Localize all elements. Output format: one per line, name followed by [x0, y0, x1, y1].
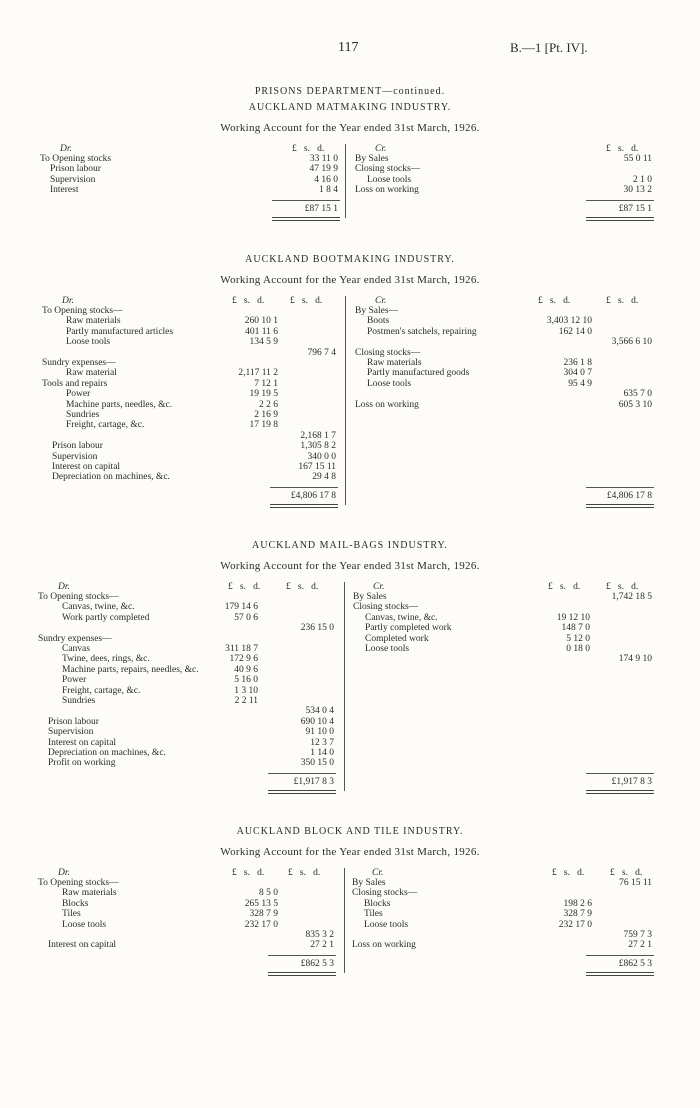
cr-item-label: By Sales [355, 154, 389, 164]
total-rule [586, 487, 654, 488]
cr-item-label: By Sales— [355, 306, 399, 316]
dr-item-amount: 2 16 9 [254, 410, 278, 420]
dr-item-amount: 265 13 5 [244, 898, 278, 909]
cr-item-label: Loss on working [355, 399, 419, 410]
unit-header: £ s. d. [232, 868, 265, 878]
dr-item-label: Loose tools [62, 919, 107, 930]
cr-item-label: Partly completed work [365, 623, 452, 634]
dr-item-label: Partly manufactured articles [66, 326, 174, 337]
dr-item-amount: 134 5 9 [249, 337, 278, 348]
dr-item-amount: 57 0 6 [234, 612, 258, 623]
cr-label: Cr. [375, 296, 387, 306]
dr-item-amount: 19 19 5 [249, 389, 278, 400]
document-reference: B.—1 [Pt. IV]. [510, 40, 588, 55]
cr-item-label: Loose tools [367, 378, 412, 389]
dr-item-amount: 17 19 8 [249, 420, 278, 431]
dr-item-total: 340 0 0 [307, 451, 336, 462]
dr-item-total: 534 0 4 [305, 706, 334, 717]
dr-item-label: To Opening stocks— [38, 878, 119, 888]
dr-item-amount: 172 9 6 [229, 654, 258, 665]
dr-item-label: Machine parts, needles, &c. [66, 399, 173, 410]
unit-header: £ s. d. [538, 296, 571, 306]
cr-label: Cr. [372, 868, 384, 878]
cr-item-label: Loose tools [364, 919, 409, 930]
bootmaking-title: AUCKLAND BOOTMAKING INDUSTRY. [245, 254, 455, 265]
dr-label: Dr. [60, 144, 72, 154]
dr-item-label: Tiles [62, 909, 81, 920]
dr-item-label: Freight, cartage, &c. [62, 685, 141, 696]
cr-item-total: 30 13 2 [623, 185, 652, 196]
dr-item-total: 835 3 2 [305, 930, 334, 940]
cr-item-label: Blocks [364, 898, 391, 909]
dr-item-label: Sundry expenses— [38, 633, 112, 644]
column-divider [344, 582, 345, 791]
dr-item-label: Sundry expenses— [42, 358, 116, 368]
unit-header: £ s. d. [228, 582, 261, 592]
dr-item-amount: 328 7 9 [249, 909, 278, 920]
unit-header: £ s. d. [288, 868, 321, 878]
double-rule [586, 972, 654, 976]
dr-item-label: Twine, dees, rings, &c. [62, 654, 150, 665]
cr-item-total: 1,742 18 5 [611, 592, 652, 602]
dr-item-amount: 5 16 0 [234, 675, 258, 686]
cr-item-label: Closing stocks— [355, 347, 421, 358]
dr-item-total: 690 10 4 [300, 716, 334, 727]
cr-item-label: Loss on working [352, 940, 416, 951]
cr-item-label: Raw materials [367, 358, 422, 368]
total-rule [586, 773, 654, 774]
total-rule [586, 955, 654, 956]
dr-item-label: To Opening stocks— [42, 306, 123, 316]
dr-item-total: 796 7 4 [307, 347, 336, 358]
cr-item-total: 27 2 1 [628, 940, 652, 951]
unit-header: £ s. d. [548, 582, 581, 592]
cr-item-amount: 232 17 0 [558, 919, 592, 930]
dr-item-label: Blocks [62, 898, 89, 909]
cr-item-label: Partly manufactured goods [367, 368, 470, 379]
dr-item-label: Power [66, 389, 91, 400]
dr-item-label: Work partly completed [62, 612, 150, 623]
cr-item-amount: 328 7 9 [563, 909, 592, 920]
dr-item-label: Prison labour [52, 441, 103, 452]
cr-item-amount: 162 14 0 [558, 326, 592, 337]
dr-item-amount: 260 10 1 [244, 316, 278, 327]
cr-item-total: 759 7 3 [623, 930, 652, 940]
cr-item-label: By Sales [353, 592, 387, 602]
dr-item-amount: 311 18 7 [225, 644, 258, 654]
cr-total: £862 5 3 [618, 958, 652, 969]
cr-item-label: Postmen's satchels, repairing [367, 326, 477, 337]
dr-item-label: Supervision [52, 451, 98, 462]
column-divider [344, 868, 345, 973]
dr-total: £4,806 17 8 [290, 490, 336, 501]
dr-label: Dr. [58, 582, 70, 592]
dr-item-amount: 179 14 6 [224, 602, 258, 613]
total-rule [268, 773, 336, 774]
cr-item-label: Loose tools [367, 174, 412, 185]
unit-header: £ s. d. [606, 582, 639, 592]
dr-item-label: Power [62, 675, 87, 686]
cr-total: £4,806 17 8 [606, 490, 652, 501]
dr-item-total: 2,168 1 7 [300, 430, 336, 441]
dr-item-total: 1 8 4 [319, 185, 338, 196]
dr-item-label: Machine parts, repairs, needles, &c. [62, 664, 199, 675]
cr-item-total: 55 0 11 [623, 154, 652, 164]
column-divider [345, 144, 346, 218]
dr-item-label: To Opening stocks— [38, 592, 119, 602]
cr-item-amount: 95 4 9 [568, 378, 592, 389]
dr-item-label: To Opening stocks [40, 154, 112, 164]
double-rule [268, 972, 336, 976]
cr-item-amount: 0 18 0 [566, 644, 590, 654]
column-divider [345, 296, 346, 505]
dr-item-amount: 40 9 6 [234, 664, 258, 675]
total-rule [272, 200, 340, 201]
unit-header: £ s. d. [292, 144, 325, 154]
dr-label: Dr. [62, 296, 74, 306]
dr-item-label: Tools and repairs [42, 378, 108, 389]
double-rule [586, 504, 654, 508]
unit-header: £ s. d. [606, 296, 639, 306]
cr-item-amount: 304 0 7 [563, 368, 592, 379]
dr-item-amount: 2 2 11 [234, 696, 258, 706]
cr-item-amount: 148 7 0 [561, 623, 590, 634]
dr-item-amount: 2,117 11 2 [238, 368, 278, 379]
blocktile-title: AUCKLAND BLOCK AND TILE INDUSTRY. [236, 826, 464, 837]
dr-item-total: 4 16 0 [314, 174, 338, 185]
cr-label: Cr. [375, 144, 387, 154]
cr-item-label: Closing stocks— [352, 888, 418, 899]
dr-item-label: Canvas [62, 644, 90, 654]
dr-item-amount: 1 3 10 [234, 685, 258, 696]
dr-item-label: Supervision [48, 727, 94, 738]
continued-heading: PRISONS DEPARTMENT—continued. [254, 86, 446, 97]
dr-item-label: Depreciation on machines, &c. [48, 748, 166, 758]
cr-item-total: 3,566 6 10 [611, 337, 652, 348]
blocktile-working-account: Working Account for the Year ended 31st March, 1926. [220, 846, 480, 858]
cr-item-amount: 3,403 12 10 [546, 316, 592, 327]
dr-item-label: Freight, cartage, &c. [66, 420, 145, 431]
dr-item-label: Depreciation on machines, &c. [52, 472, 170, 483]
cr-item-label: Closing stocks— [353, 602, 419, 613]
dr-item-label: Prison labour [50, 164, 101, 175]
dr-item-amount: 2 2 6 [259, 399, 278, 410]
dr-item-label: Raw materials [66, 316, 121, 327]
dr-item-label: Prison labour [48, 716, 99, 727]
matmaking-working-account: Working Account for the Year ended 31st March, 1926. [220, 122, 480, 134]
double-rule [270, 504, 338, 508]
dr-item-label: Interest on capital [48, 737, 117, 748]
cr-item-amount: 236 1 8 [563, 358, 592, 368]
cr-item-amount: 19 12 10 [556, 612, 590, 623]
dr-item-total: 167 15 11 [298, 462, 336, 472]
dr-item-total: 12 3 7 [310, 737, 334, 748]
bootmaking-working-account: Working Account for the Year ended 31st March, 1926. [220, 274, 480, 286]
dr-item-label: Sundries [66, 410, 100, 420]
matmaking-title: AUCKLAND MATMAKING INDUSTRY. [248, 102, 452, 113]
dr-total: £1,917 8 3 [293, 776, 334, 787]
cr-item-total: 174 9 10 [618, 654, 652, 665]
cr-item-total: 635 7 0 [623, 389, 652, 400]
unit-header: £ s. d. [552, 868, 585, 878]
cr-item-total: 605 3 10 [618, 399, 652, 410]
mailbags-working-account: Working Account for the Year ended 31st March, 1926. [220, 560, 480, 572]
dr-item-amount: 8 5 0 [259, 888, 278, 899]
double-rule [272, 217, 340, 221]
cr-item-label: Loss on working [355, 185, 419, 196]
total-rule [268, 955, 336, 956]
cr-item-label: Boots [367, 316, 390, 327]
unit-header: £ s. d. [286, 582, 319, 592]
double-rule [586, 217, 654, 221]
dr-item-total: 1,305 8 2 [300, 441, 336, 452]
dr-item-label: Canvas, twine, &c. [62, 602, 135, 613]
cr-total: £87 15 1 [618, 203, 652, 214]
cr-item-total: 2 1 0 [633, 174, 652, 185]
dr-item-total: 91 10 0 [305, 727, 334, 738]
dr-item-label: Raw material [66, 368, 117, 379]
cr-total: £1,917 8 3 [611, 776, 652, 787]
cr-item-label: Loose tools [365, 644, 410, 654]
dr-item-label: Interest on capital [48, 940, 117, 951]
unit-header: £ s. d. [606, 144, 639, 154]
dr-item-amount: 232 17 0 [244, 919, 278, 930]
cr-item-total: 76 15 11 [619, 878, 652, 888]
dr-item-label: Interest on capital [52, 462, 121, 472]
total-rule [270, 487, 338, 488]
dr-item-label: Interest [50, 185, 79, 196]
cr-item-label: Closing stocks— [355, 164, 421, 175]
mailbags-title: AUCKLAND MAIL-BAGS INDUSTRY. [252, 540, 448, 551]
dr-item-total: 350 15 0 [300, 758, 334, 769]
cr-item-amount: 5 12 0 [566, 633, 590, 644]
dr-label: Dr. [58, 868, 70, 878]
dr-item-label: Profit on working [48, 758, 116, 769]
dr-item-label: Sundries [62, 696, 96, 706]
unit-header: £ s. d. [610, 868, 643, 878]
cr-item-label: By Sales [352, 878, 386, 888]
dr-total: £862 5 3 [300, 958, 334, 969]
cr-label: Cr. [373, 582, 385, 592]
cr-item-label: Completed work [365, 633, 429, 644]
dr-item-label: Supervision [50, 174, 96, 185]
unit-header: £ s. d. [232, 296, 265, 306]
double-rule [268, 790, 336, 794]
dr-item-total: 236 15 0 [300, 623, 334, 634]
unit-header: £ s. d. [290, 296, 323, 306]
dr-item-total: 27 2 1 [310, 940, 334, 951]
cr-item-label: Tiles [364, 909, 383, 920]
double-rule [586, 790, 654, 794]
dr-item-total: 33 11 0 [309, 154, 338, 164]
dr-item-label: Raw materials [62, 888, 117, 899]
dr-item-amount: 401 11 6 [245, 326, 278, 337]
dr-total: £87 15 1 [304, 203, 338, 214]
cr-item-label: Canvas, twine, &c. [365, 612, 438, 623]
cr-item-amount: 198 2 6 [563, 898, 592, 909]
page-number: 117 [338, 40, 359, 55]
dr-item-amount: 7 12 1 [254, 378, 278, 389]
total-rule [586, 200, 654, 201]
dr-item-total: 47 19 9 [309, 164, 338, 175]
dr-item-total: 1 14 0 [310, 748, 334, 758]
dr-item-label: Loose tools [66, 337, 111, 348]
dr-item-total: 29 4 8 [312, 472, 336, 483]
